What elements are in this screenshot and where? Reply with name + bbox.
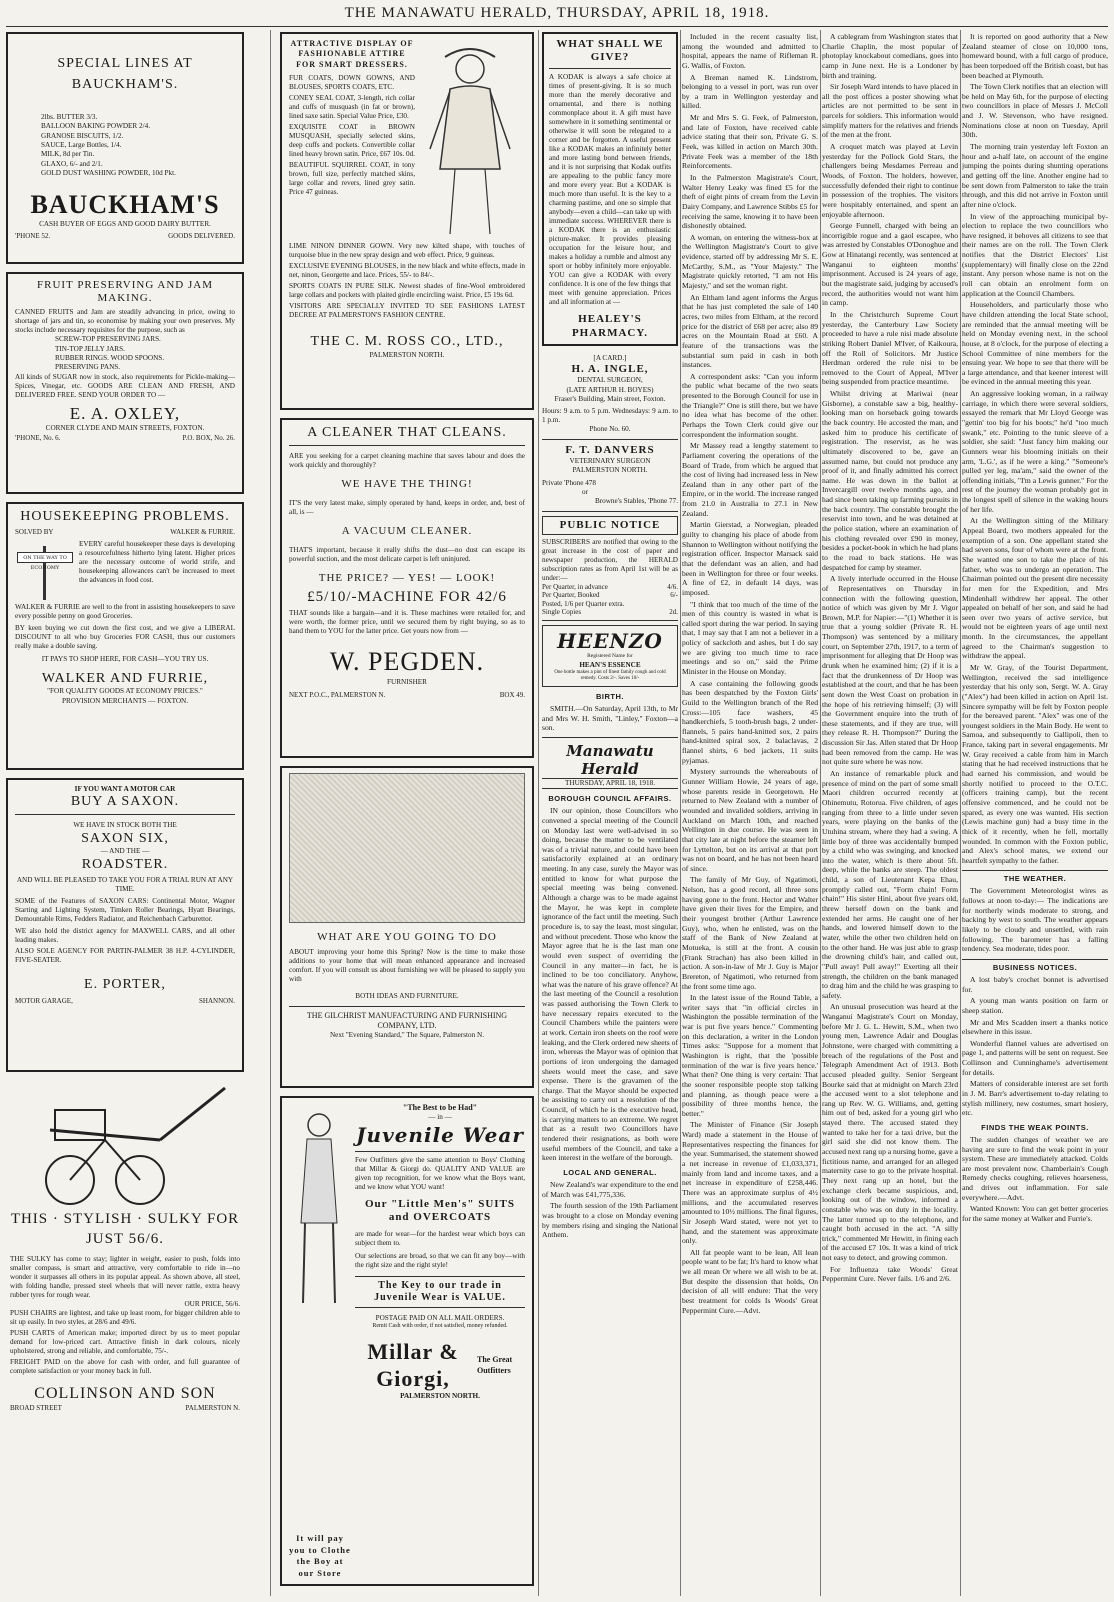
phone-number: Browne's Stables, 'Phone 77.	[594, 497, 678, 506]
ad-price: OUR PRICE, 56/6.	[184, 1300, 240, 1308]
news-paragraph: In the Palmerston Magistrate's Court, Walter Henry Leaky was fined £5 for the theft of eight pints of cream from the Levin Dairy Company, and Lawrence Stibbs £5 for receiving the same, knowing it to have been dishonestly obtained.	[682, 172, 818, 231]
ad-heenzo	[542, 625, 678, 687]
list-item: FUR COATS, DOWN GOWNS, AND BLOUSES, SPORTS COATS, ETC.	[289, 74, 415, 92]
ad-healey	[542, 32, 678, 346]
ad-line: Remit Cash with order, if not satisfied, money refunded.	[372, 1323, 508, 1330]
ad-name: BAUCKHAM'S	[30, 189, 220, 219]
ad-town: PALMERSTON N.	[185, 1403, 240, 1412]
ad-bauckham	[6, 32, 244, 264]
ad-name: HEENZO	[557, 629, 663, 654]
ad-body: AND WILL BE PLEASED TO TAKE YOU FOR A TRIAL RUN AT ANY TIME.	[16, 876, 234, 894]
ad-body: THE SULKY has come to stay; lighter in weight, easier to push, folds into smaller compass, is smart and attractive, very comfortable to ride in—no wonder it surpasses all others in its popular appeal. As shown above, all steel, with folding handle, pressed steel wheels that will never rattle, extra heavy rubber tyres for rough wear.	[10, 1255, 240, 1299]
news-paragraph: A woman, on entering the witness-box at the Wellington Magistrate's Court to give evidence, started off by addressing Mr S. E. McCarthy, S.M., as "Your Majesty." The Magistrate quickly retorted, "I am not His Majesty," and set the woman right.	[682, 232, 818, 291]
news-paragraph: It is reported on good authority that a New Zealand steamer of close on 10,000 tons, homeward bound, with a full cargo of produce, has been torpedoed off the British coast, but has been beached at Plymouth.	[962, 32, 1108, 80]
column-divider	[820, 30, 821, 1596]
news-paragraph: In the latest issue of the Round Table, a writer says that "in official circles in Washington the possible termination of the war is put five years hence." Commenting on this declaration, a writer in the London Times asks: "Suppose for a moment that Washington is right, that the 'possible termination of the war is five years hence.' What then? One thing is very certain: That the sooner responsible people stop talking and planning, as though peace were a possibility of three months hence, the better."	[682, 993, 818, 1118]
news-paragraph: Martin Gierstad, a Norwegian, pleaded guilty to changing his place of abode from Shannon to Wellington without notifying the registration officer. Inspector Marsack said that the defendant was an alien, and had been in Wellington for three or four weeks. A fine of £2, in default 14 days, was imposed.	[682, 520, 818, 597]
ad-title: VETERINARY SURGEON	[569, 456, 651, 465]
po-box: P.O. BOX, No. 26.	[182, 433, 235, 442]
ad-line: One bottle makes a pint of finest family cough and cold remedy. Costs 2/-. Saves 10/-	[554, 669, 666, 682]
ad-product: SAXON SIX,	[81, 830, 169, 846]
phone-number: 'PHONE, No. 6.	[15, 433, 61, 442]
ad-name: W. PEGDEN.	[329, 647, 485, 677]
news-paragraph: At the Wellington sitting of the Military Appeal Board, two mothers appealed for the exemption of a son. One appellant stated she had seven sons, four of whom were at the front. She wanted one son to take the place of his father, who was to undergo an operation. The Chairman pointed out the present dire necessity for men for the Expedition, and Mrs Mindenhall withdrew her appeal. The other appealed on behalf of her son, and said he had seen over two years of active service, but would not be eighteen years of age until next month. In the circumstances, the appellant agreed to the Chairman's suggestion to withdraw the appeal.	[962, 516, 1108, 661]
ad-line: (LATE ARTHUR H. BOYES)	[566, 385, 654, 394]
rate-label: Per Quarter, in advance	[542, 582, 608, 591]
news-paragraph: Mr Massey read a lengthy statement to Parliament covering the operations of the Board of Trade, from which he argued that the cost of living had increased less in New Zealand than in any other part of the Empire, or in the world. The increase ranged from 21.0 in Australia to 27.1 in New Zealand.	[682, 441, 818, 518]
ad-collinson-sulky	[6, 1080, 244, 1488]
column-divider	[960, 30, 961, 1596]
ad-side-slogan: It will pay you to Clothe the Boy at our Store	[289, 1533, 351, 1578]
ad-body: PUSH CHAIRS are lightest, and take up least room, for bigger children able to sit up easily. In two styles, at 28/6 and 49/6.	[10, 1309, 240, 1327]
notice-body: SUBSCRIBERS are notified that owing to the great increase in the cost of paper and newspaper production, the HERALD subscription rates as from April 1st will be as under:—	[542, 537, 678, 582]
news-paragraph: A lively interlude occurred in the House of Representatives on Thursday in connection with the following question, notice of which was given by Mr J. Vigor Brown, M.P. for Napier:—"(1) Whether it is true that a young soldier (Private R. H. Thompson) was sentenced by a military court, on September 27th, 1917, to a term of imprisonment for alleging that Dr Hoop was drunk when he examined him; (2) if it is a fact that the drunkenness of Dr Hoop was established at the court, and that he has been sent down the West Coast on probation in the hope of his retrieving himself; (3) will the Government enquire into the truth of these statements, and if they are true, will they release R. H. Thompson?" During the discussion Sir Jas. Allen stated that Dr Hoop had been removed from the camp. He was not quite sure where he was now.	[822, 574, 958, 767]
ad-title: FRUIT PRESERVING AND JAM MAKING.	[36, 279, 214, 305]
po-box: BOX 49.	[499, 690, 525, 699]
ad-body: ABOUT improving your home this Spring? Now is the time to make those additions to your home that will mean enhanced appearance and increased comfort. If you will consult us about furnishing we will be pleased to supply you with	[289, 948, 525, 984]
ad-body: FREIGHT PAID on the above for cash with order, and full guarantee of complete satisfaction or your money back in full.	[10, 1358, 240, 1376]
ad-body: THAT sounds like a bargain—and it is. These machines were retailed for, and were worth, the former price, until we secured them by right buying, so as to hand them to YOU for the latter price. Get yours now from —	[289, 609, 525, 636]
list-item: RUBBER RINGS. WOOD SPOONS.	[55, 354, 165, 363]
ad-name: THE GILCHRIST MANUFACTURING AND FURNISHING COMPANY, LTD.	[306, 1010, 508, 1030]
birth-notice: SMITH.—On Saturday, April 13th, to Mr and Mrs W. H. Smith, "Linley," Foxton—a son.	[542, 703, 678, 733]
news-paragraph: Whilst driving at Mariwai (near Gisborne), a constable saw a big, healthy-looking man on horseback going towards the back country. He accosted the man, and asked him to produce his certificate of registration. The reservist, as he was ultimately discovered to be, gave an assumed name, but could not produce any proof of it, and finally admitted his correct name. He was down in the ballot at Invercargill over twelve months ago, and had since been taking up farming pursuits in the back country. The constable brought the reservist into town, and he was detained at the police station, where an examination of his clothing revealed over £90 in money, besides a pocket-book in which he had plans to the road to back stations. He was despatched for camp by steamer.	[822, 389, 958, 572]
notice-title: PUBLIC NOTICE	[542, 516, 678, 535]
ad-town: PALMERSTON NORTH.	[400, 1392, 480, 1401]
ad-name: E. PORTER,	[84, 977, 166, 993]
list-item: BEAUTIFUL SQUIRREL COAT, in tony brown, full size, perfectly matched skins, large collar and revers, lined grey satin. Price 47 guineas.	[289, 161, 415, 197]
list-item: CONEY SEAL COAT, 3-length, rich collar and cuffs of musquash (in fat or brown), lined saxe satin. Special Value Price, £30.	[289, 94, 415, 121]
ad-body: IT'S the very latest make, simply operated by hand, keeps in order, and, best of all, is —	[289, 498, 525, 516]
ad-gilchrist	[280, 766, 534, 1088]
ad-title: ATTRACTIVE DISPLAY OF FASHIONABLE ATTIRE FOR SMART DRESSERS.	[290, 39, 414, 69]
ad-body: CANNED FRUITS and Jam are steadily advancing in price, owing to shortage of jars and tin, so economise by making your own preserves. My stocks include necessary requisites for the purpose, such as	[15, 308, 235, 335]
list-item: BALLOON BAKING POWDER 2/4.	[41, 122, 151, 131]
news-paragraph: Mr W. Gray, of the Tourist Department, Wellington, received the sad intelligence yesterday that his only son, Sergt. W. A. Gray ("Alex") had been killed in action on April 1st. Sincere sympathy will be felt by Foxton people for the bereaved parent. "Alex" was one of the youngest soldiers in the Main Body. He went to Samoa, and subsequently to Gallipoli, then to France, taking part in several engagements. Mr W. Gray received a cable from him in March stating that he had received instructions that he had earned his commission, and would be shortly notified to proceed to the O.T.C. (officers training camp), but the recent offensive commenced, and he could not be spared, as every one was wanted. His section (Lewis machine gun) had a busy time in the thick of it recently, when he fell, mortally wounded. In common with the Foxton public, and Alex's school mates, we extend our heartfelt sympathy to the father.	[962, 663, 1108, 865]
list-item: LIME NINON DINNER GOWN. Very new kilted shape, with touches of turquoise blue in the new spray design and web effect. Price, 9 guineas.	[289, 242, 525, 259]
ad-body: WALKER & FURRIE are well to the front in assisting housekeepers to save every possible penny on good Groceries.	[15, 603, 235, 621]
column-4	[682, 32, 818, 1594]
news-paragraph: Householders, and particularly those who have children attending the local State school, are reminded that the annual meeting will be held on Monday evening next, in the school house, at 8 o'clock, for the purpose of electing a School Committee of nine members for the ensuing year. We hope to see that there will be a large attendance, and that keener interest will be evinced in the annual meeting this year.	[962, 300, 1108, 387]
masthead-rule	[6, 26, 1108, 27]
card-label: [A CARD.]	[593, 353, 627, 362]
list-item: 2lbs. BUTTER 3/3.	[41, 113, 98, 121]
news-paragraph: A case containing the following goods has been despatched by the Foxton Girls' Guild to the Wellington branch of the Red Cross:—105 face washers, 45 handkerchiefs, 5 tooth-brush bags, 2 under-flannels, 5 pairs hand-knitted sox, 2 pairs hand-knitted spiral sox, 2 balaclavas, 2 flannel shirts, 6 bed jackets, 11 suits pyjamas.	[682, 678, 818, 765]
list-item: GLAXO, 6/- and 2/1.	[41, 159, 103, 168]
list-item: VISITORS ARE SPECIALLY INVITED TO SEE FASHIONS LATEST DECREE AT PALMERSTON'S FASHION CENTRE.	[289, 302, 525, 319]
ad-heading: WE HAVE THE THING!	[341, 477, 473, 490]
rate-label: Single Copies	[542, 608, 582, 617]
ad-top: IF YOU WANT A MOTOR CAR	[74, 785, 176, 793]
ad-title: BUY A SAXON.	[15, 794, 235, 815]
rate-label: Per Quarter, Booked	[542, 591, 600, 600]
news-paragraph: A Breman named K. Lindstrom, belonging to a vessel in port, was run over by a tram in Wellington yesterday and killed.	[682, 72, 818, 111]
advertisement-paragraph: Wanted Known: You can get better groceries for the same money at Walker and Furrie's.	[962, 1204, 1108, 1224]
news-paragraph: Sir Joseph Ward intends to have placed in all the post offices a poster showing what articles are not permitted to be sent in parcels for soldiers. This information would simplify matters for the relatives and friends of the men at the front.	[822, 82, 958, 140]
news-paragraph: The fourth session of the 19th Parliament was brought to a close on Monday evening by members rising and singing the National Anthem.	[542, 1201, 678, 1240]
ad-name: WALKER AND FURRIE,	[41, 670, 209, 686]
ad-name: E. A. OXLEY,	[69, 403, 181, 423]
ad-town: PALMERSTON NORTH.	[572, 466, 648, 475]
section-heading: BUSINESS NOTICES.	[962, 959, 1108, 972]
column-1	[6, 32, 244, 1594]
news-paragraph: The Minister of Finance (Sir Joseph Ward) made a statement in the House of Representatives respecting the finances for the year. Summarised, the statement showed a net increase in revenue of £1,033,371, mainly from land and income taxes, and a net increase in expenditure of £258,446. There was an approximate surplus of 4½ millions, and the accumulated reserves amounted to 10½ millions. The final figures, Sir Joseph Ward stated, were not yet to hand, and the statement was approximate only.	[682, 1120, 818, 1246]
ad-address: Fraser's Building, Main street, Foxton.	[554, 395, 666, 404]
list-item: EXQUISITE COAT in BROWN MUSQUASH, specially selected skins, deep cuffs and pockets. Convertible collar lined heavy brown satin. Price, £67 10s. 0d.	[289, 123, 415, 159]
phone-number: 'PHONE 52.	[15, 232, 51, 241]
ad-name: THE C. M. ROSS CO., LTD.,	[310, 334, 504, 349]
ad-body: ARE you seeking for a carpet cleaning machine that saves labour and does the work quickly and thoroughly?	[289, 451, 525, 469]
ad-body: BY keen buying we cut down the first cost, and we give a LIBERAL DISCOUNT to all who buy Groceries FOR CASH, thus our customers really make a double saving.	[15, 624, 235, 651]
news-paragraph: A correspondent asks: "Can you inform the public what became of the two seats presented to the Borough Council for use in the Triangle?" One is still there, but we have no idea what has become of the other. Perhaps the Town Clerk could give our correspondent the information sought.	[682, 371, 818, 439]
ad-title: HOUSEKEEPING PROBLEMS.	[20, 509, 230, 524]
business-notice: Mr and Mrs Scadden insert a thanks notice elsewhere in this issue.	[962, 1017, 1108, 1037]
ad-title: A CLEANER THAT CLEANS.	[289, 425, 525, 446]
list-item: SCREW-TOP PRESERVING JARS.	[55, 335, 161, 344]
newspaper-date: THURSDAY, APRIL 18, 1918.	[542, 778, 678, 789]
ad-ross	[280, 32, 534, 410]
phone-number: Private 'Phone 478	[542, 478, 596, 487]
ad-title: WHAT SHALL WE GIVE?	[556, 38, 664, 64]
newspaper-name: Manawatu Herald	[566, 741, 654, 778]
ad-line: — in —	[428, 1113, 452, 1122]
masthead: THE MANAWATU HERALD, THURSDAY, APRIL 18, 1918.	[344, 5, 770, 21]
ad-subtitle: CASH BUYER OF EGGS AND GOOD DAIRY BUTTER.	[39, 219, 211, 228]
business-notice: Matters of considerable interest are set forth in J. M. Barr's advertisement to-day relating to stylish millinery, new costumes, smart hosiery, etc.	[962, 1079, 1108, 1118]
list-item: SAUCE, Large Bottles, 1/4.	[41, 141, 122, 150]
news-paragraph: The morning train yesterday left Foxton an hour and a-half late, on account of the engine jumping the points during shunting operations and getting off the line. Another engine had to be sent down from Palmerston to take the train through, and this did not arrive in Foxton until after nine o'clock.	[962, 142, 1108, 209]
list-item: TIN-TOP JELLY JARS.	[55, 344, 125, 353]
business-notice: A young man wants position on farm or sheep station.	[962, 996, 1108, 1015]
ad-line: or	[582, 488, 588, 496]
ad-line: POSTAGE PAID ON ALL MAIL ORDERS.	[375, 1314, 505, 1323]
news-paragraph: An instance of remarkable pluck and presence of mind on the part of some small Maori children occurred recently at Ohinemutu, Rotorua. Five children, of ages ranging from three to a little under seven years, were playing on the banks of the Utuhina stream, where they had a swing. A little boy of three was accidentally bumped by a child who was swinging, and knocked into the water, which is there about 5ft. deep, while the banks are steep. The oldest child, a son of Lieutenant Kepa Ehau, promptly called out, "Form chain! Form chain!" His sister Hini, about five years old, threw herself down on the bank and extended her arms. He caught one of her hands, and lowered himself down to the water, while the other two children held on to the other hand. He was just able to grasp the drowning child's hair, and called out, "Pull away! Pull away!" Exerting all their strength, the children on the bank managed to drag him and the child he was grasping to safety.	[822, 769, 958, 1000]
ad-porter-saxon	[6, 778, 244, 1072]
news-paragraph: An aggressive looking woman, in a railway carriage, in which there were several soldiers, essayed the remark that Mr Lloyd George was "gettin' too big for his boots;" he'd "too much swank," etc. Pointing to the tunic sleeve of a soldier, she said: "Just fancy him making our Gunners wear his blooming initials on their arm, 'L.G.', as if he were a king." "Someone's pulled yer leg, ma'am," said the owner of the offending initials, "I'm a Lewis gunner." For the rest of the journey the woman probably got in the longest spell of silence in the waking hours of her life.	[962, 389, 1108, 514]
ad-name: HEALEY'S PHARMACY.	[571, 313, 649, 339]
news-paragraph: An Eltham land agent informs the Argus that he has just completed the sale of 140 acres, two miles from Eltham, at the record price for the district of £68 per acre; also 89 acres on the Mountain Road at £60. A feature of the transactions was the substantial sum paid in cash in both instances.	[682, 292, 818, 370]
ad-walker-furrie	[6, 502, 244, 770]
news-paragraph: Mystery surrounds the whereabouts of Gunner William Howie, 24 years of age, whose parents reside in Georgetown. He returned to New Zealand with a number of wounded and invalided soldiers, arriving in Auckland on March 10th, and reached Wellington in due course. He was seen in that city late at night before the steamer left for Lyttelton, but on its arrival at that port was not on board, and he has not been heard of since.	[682, 767, 818, 873]
ad-title: WHAT ARE YOU GOING TO DO	[317, 931, 497, 943]
news-paragraph: The Town Clerk notifies that an election will be held on May 6th, for the purpose of electing two councillors in place of Messrs J. McColl and J. W. Stevenson, who have resigned. Nominations close at noon on Tuesday, April 30th.	[962, 82, 1108, 140]
section-heading: BOROUGH COUNCIL AFFAIRS.	[548, 794, 672, 804]
column-2	[280, 32, 534, 1594]
ad-body: SOME of the Features of SAXON CARS: Continental Motor, Wagner Starting and Lighting System, Timken Roller Bearings, Hyatt Bearings, Demountable Rims, Fedders Radiator, and Reichenbach Carburettor.	[15, 897, 235, 924]
advertisement-verse: All fat people want to be lean, All lean people want to be fat; It's hard to know what we all mean Or where we all wish to be at. But despite the dissension that holds, On decision of all will endure: That the very best treatment for colds Is Woods' Great Peppermint Cure.—Advt.	[682, 1247, 818, 1315]
ad-top: "The Best to be Had"	[402, 1103, 478, 1112]
list-item: SPORTS COATS IN PURE SILK. Newest shades of fine-Wool embroidered large collars and pockets with plaited girdle encircling waist. Price, £5 19s 6d.	[289, 282, 525, 299]
ad-motto: "FOR QUALITY GOODS AT ECONOMY PRICES."	[47, 687, 203, 696]
column-5	[822, 32, 958, 1594]
ad-address: NEXT P.O.C., PALMERSTON N.	[289, 690, 386, 699]
news-paragraph: Mr and Mrs S. G. Feek, of Palmerston, and late of Foxton, have received cable advice stating that their son, Private G. S. Feek, was killed in action on March 30th. Private Feek was a member of the 18th Reinforcements.	[682, 113, 818, 171]
signpost-illustration	[15, 540, 75, 600]
news-paragraph: A croquet match was played at Levin yesterday for the Pollock Gold Stars, the challengers being Mesdames Perreau and Woods, of Foxton. The holders, however, successfully defended their right to continue in possession of the trophies. The visitors were hospitably entertained, and spent an enjoyable afternoon.	[822, 142, 958, 219]
ad-name: H. A. INGLE,	[571, 363, 649, 376]
news-paragraph: New Zealand's war expenditure to the end of March was £41,775,336.	[542, 1179, 678, 1199]
phone-number: Phone No. 60.	[589, 425, 631, 434]
rate-value: 4/6.	[667, 582, 678, 591]
column-divider	[538, 30, 539, 1596]
news-paragraph: In view of the approaching municipal by-election to replace the two councillors who have resigned, it behoves all citizens to see that their names are on the roll. The Town Clerk notifies that the District Electors' List (supplementary) will finally close on the 22nd instant. Any person whose name is not on the roll can obtain an enrolment form on application at the Council Chambers.	[962, 211, 1108, 298]
ad-product: ROADSTER.	[81, 856, 169, 872]
list-item: GRANOSE BISCUITS, 1/2.	[41, 131, 124, 140]
ad-town: PALMERSTON NORTH.	[369, 350, 445, 359]
ad-millar-giorgi	[280, 1096, 534, 1586]
ad-address: Next "Evening Standard," The Square, Palmerston N.	[329, 1031, 485, 1040]
ad-price: £5/10/-MACHINE FOR 42/6	[307, 589, 507, 606]
weather-report: The Government Meteorologist wires as follows at noon to-day:— The indications are for northerly winds moderate to strong, and backing by west to south. The weather appears likely to be cloudy and unsettled, with rain following. The barometer has a falling tendency. Sea moderate, tides poor.	[962, 886, 1108, 954]
section-heading: THE WEATHER.	[962, 870, 1108, 883]
ad-heading: THE PRICE? — YES! — LOOK!	[318, 572, 496, 585]
ad-label: SOLVED BY	[15, 527, 54, 536]
ad-body: Few Outfitters give the same attention to Boys' Clothing that Millar & Giorgi do. QUALITY AND VALUE are given top recognition, for we know what the Boys want, and we know what YOU want!	[355, 1155, 525, 1191]
ad-body: PUSH CARTS of American make; imported direct by us to meet popular demand for low-priced cart. Attractive finish in dark colours, nicely upholstered, strong and reliable, and comfortable, 75/-.	[10, 1329, 240, 1356]
rate-label: Posted, 1/6 per Quarter extra.	[542, 599, 625, 608]
ad-heading: A VACUUM CLEANER.	[341, 524, 473, 537]
column-3	[542, 32, 678, 1594]
fashion-illustration	[415, 39, 525, 239]
news-paragraph: In the Christchurch Supreme Court yesterday, the Canterbury Law Society proceeded to have a rule nisi made absolute striking Robert Daniel M'Iver, of Kaikoura, off the Roll of Solicitors. Mr Justice Herdman ordered the rule nisi to be removed to the Court of Appeal, M'Iver being suspended from practice meantime.	[822, 309, 958, 387]
sulky-illustration	[10, 1080, 240, 1210]
column-divider	[270, 30, 271, 1596]
ad-subtitle: PROVISION MERCHANTS — FOXTON.	[61, 696, 189, 705]
news-paragraph: George Funnell, charged with being an incorrigible rogue and a gaol escapee, who was arrested by Constables O'Donoghue and Gow at Hinatangi recently, was sentenced at Wanganui to eighteen months' imprisonment. Accused is 24 years of age, but the magistrate said, judging by accused's record, the authorities would not want him in camp.	[822, 221, 958, 308]
column-divider	[680, 30, 681, 1596]
editorial-paragraph: IN our opinion, those Councillors who convened a special meeting of the Council on Monday last were well-advised in so doing, because the matter to be ventilated was of a trivial nature, and could have been satisfactorily explained at an ordinary meeting. In any case, surely the Mayor was entitled to know for what purpose the special meeting was being convened. Although a charge was to be made against the Mayor, he was kept in complete ignorance of the fact until the meeting. Such procedure is, to say the least, most singular, and without precedent. Those who know the Mayor agree that he is the last man one would even suspect of overriding the Council in any matter—in fact, he is inclined to be too conciliatory. Anyhow, what was the nature of his grave offence? At the last meeting of the Council a resolution was passed authorising the Town Clerk to have necessary repairs executed to the Council Chambers while the painters were at work. Certain iron sheets on the roof were leaking, and the Clerk ordered new sheets of iron, whereas the Mayor was of opinion that portions of iron undergoing the damaged sheets would meet the case, and save expense. There is the gravamen of the charge. That the Mayor should be expected be assisting to carry out a resolution of the Council, of which he is the executive head, is carrying matters to an extreme. We regret that as a result two Councillors have tendered their resignations, as both were useful members of the Council, and take a keen interest in the welfare of the borough.	[542, 806, 678, 1163]
ad-address: CORNER CLYDE AND MAIN STREETS, FOXTON.	[45, 424, 205, 433]
ad-subtitle: MOTOR GARAGE,	[15, 997, 73, 1006]
ad-name: COLLINSON AND SON	[34, 1385, 216, 1403]
ad-note: GOODS DELIVERED.	[168, 232, 235, 241]
ad-name: Millar & Giorgi,	[367, 1339, 459, 1391]
ad-body: Our selections are broad, so that we can fit any boy—with the right size and the right style!	[355, 1252, 525, 1270]
ad-title: SPECIAL LINES AT BAUCKHAM'S.	[57, 56, 193, 92]
ad-line: Registered Name for	[587, 653, 633, 660]
ad-trade: FURNISHER	[387, 677, 427, 686]
ad-slogan: IT PAYS TO SHOP HERE, FOR CASH—YOU TRY US.	[41, 655, 209, 664]
advertisement-paragraph: The sudden changes of weather we are having are sure to find the weak point in your system. These are immediately attacked. Colds are most prevalent now. Chamberlain's Cough Remedy checks coughing, relieves hoarseness, and drives out inflammation. For sale everywhere.—Advt.	[962, 1134, 1108, 1202]
news-paragraph: An unusual prosecution was heard at the Wanganui Magistrate's Court on Monday, before Mr J. G. L. Hewitt, S.M., when two young men, Lawrence Adair and Douglas Johnstone, were charged with committing a breach of the regulations of the Post and Telegraph Amendment Act of 1913. Both accused pleaded guilty. Senior Sergeant Bourke said that at midnight on March 23rd the accused went to a slot telephone and rang up Rev. W. G. Williams, and, getting him out of bed, asked for a young girl who stayed there. The accused stated they wanted to take her for a taxi drive, but the girl said she did not know them. The accused next rang up a nursing home, gave a fictitious name, and arranged for an alleged maternity case to go to the private hospital. They next rang up an hotel, but the exchange clerk became suspicious, and, looking out of the window, informed a constable who was on duty in the locality. The latter turned up to the telephone, and caught both accused in the act. "A silly trick," commented Mr Hewitt, in fining each of the accused £7 10s. It was a kind of trick not easy to detect, and growing common.	[822, 1002, 958, 1263]
ad-line: WE HAVE IN STOCK BOTH THE	[73, 821, 177, 830]
business-notice: Wonderful flannel values are advertised on page 1, and patterns will be sent on request. See Collinson and Cunninghame's advertisement for details.	[962, 1038, 1108, 1077]
section-heading: LOCAL AND GENERAL.	[563, 1167, 657, 1177]
boy-illustration	[289, 1103, 351, 1333]
ad-street: BROAD STREET	[10, 1403, 62, 1412]
ad-body: THAT'S important, because it really shifts the dust—no dust can escape its powerful suction, and the most delicate carpet is left uninjured.	[289, 546, 525, 564]
ad-title: THIS · STYLISH · SULKY FOR JUST 56/6.	[10, 1211, 240, 1247]
ad-body: WE also hold the district agency for MAXWELL CARS, and all other leading makes.	[15, 927, 235, 945]
news-paragraph: A cablegram from Washington states that Charlie Chaplin, the most popular of photoplay knockabout comedians, goes into camp in June next. He is a Londoner by birth and training.	[822, 32, 958, 80]
business-notice: A lost baby's crochet bonnet is advertised for.	[962, 974, 1108, 994]
ad-heading: BOTH IDEAS AND FURNITURE.	[355, 992, 459, 1001]
list-item: EXCLUSIVE EVENING BLOUSES, in the new black and white effects, made in net, ninon, Georgette and lace. Prices, 55/- to 84/-.	[289, 262, 525, 279]
ad-oxley	[6, 272, 244, 494]
list-item: MILK, 8d per Tin.	[41, 150, 95, 159]
ad-label: WALKER & FURRIE.	[170, 527, 235, 536]
column-6	[962, 32, 1108, 1594]
ad-line: — AND THE —	[100, 847, 150, 856]
rate-value: 2d.	[669, 608, 678, 617]
ad-pegden	[280, 418, 534, 758]
list-item: PRESERVING PANS.	[55, 363, 121, 372]
room-illustration	[289, 773, 525, 923]
ad-name: F. T. DANVERS	[565, 443, 655, 456]
section-heading: BIRTH.	[596, 691, 624, 701]
section-heading: FINDS THE WEAK POINTS.	[981, 1122, 1089, 1132]
ad-town: SHANNON.	[199, 997, 235, 1006]
ad-heading: The Key to our trade in Juvenile Wear is VALUE.	[355, 1276, 525, 1308]
news-paragraph: Included in the recent casualty list, among the wounded and admitted to hospital, appears the name of Rifleman R. G. Wallis, of Foxton.	[682, 32, 818, 70]
ad-tagline: The Great Outfitters	[476, 1355, 513, 1375]
ad-body: are made for wear—for the hardest wear which boys can subject them to.	[355, 1230, 525, 1248]
ad-heading: Our "Little Men's" SUITS and OVERCOATS	[365, 1197, 515, 1223]
ad-hours: Hours: 9 a.m. to 5 p.m. Wednesdays: 9 a.m. to 1 p.m.	[542, 407, 678, 425]
ad-body: ALSO SOLE AGENCY FOR PARTIN-PALMER 38 H.P. 4-CYLINDER, FIVE-SEATER.	[15, 947, 235, 965]
list-item: GOLD DUST WASHING POWDER, 10d Pkt.	[41, 169, 176, 178]
ad-line: HEAN'S ESSENCE	[579, 660, 641, 669]
ad-title: DENTAL SURGEON,	[577, 376, 643, 385]
rate-value: 6/-	[670, 591, 678, 600]
ad-body: A KODAK is always a safe choice at times of present-giving. It is so much more than the merely decorative and ornamental, and there is nothing commonplace about it. A gift must have somewhere in it something sentimental or otherwise it will soon be relegated to a corner and be forgotten. A useful present like a KODAK makes an infinitely better and more lasting bond between friends, and it is not surprising that Kodak outfits are appealing to the public fancy more and more every year. But a KODAK is much more than useful. It is the key to a charming pastime, and one so simple that anybody—even a child—can take up with immediate success. WHEREVER there is a KODAK there is an enthusiastic picture-maker. It provides pleasing occupation for the leisure hour, and makes a holiday a rumble and almost any sport or hobby infinitely more enjoyable. YOU can give a KODAK with every confidence. It is one of the few things that meet with genuine appreciation. Prices and all information at —	[549, 73, 671, 307]
news-paragraph: The family of Mr Guy, of Ngatimoti, Nelson, has a good record, all three sons having gone to the front. Hector and Walter have given their lives for the Empire, and their youngest brother (Arthur Lawrence Guy), who, when he enlisted, was on the staff of the Bank of New Zealand at Motueka, is still at the front. A cousin (Frank Strachan) has also been killed in action. A son-in-law of Mr J. Guy is Major Brereton, of Ngatimoti, who returned from the front some time ago.	[682, 875, 818, 991]
news-paragraph: "I think that too much of the time of the men of this country is wasted in what is called sport during the war period. In saying that, I may say that I am not a believer in a policy of sackcloth and ashes, but I do say we are giving too much time to race meetings and so on," said the Prime Minister in the House on Monday.	[682, 599, 818, 676]
sign-label: ON THE WAY TO ECONOMY	[17, 552, 73, 563]
advertisement-line: For Influenza take Woods' Great Peppermint Cure. Never fails. 1/6 and 2/6.	[822, 1264, 958, 1284]
ad-title: Juvenile Wear	[356, 1122, 524, 1147]
ad-body: EVERY careful housekeeper these days is developing a resourcefulness hitherto lying latent. Higher prices are the necessary outcome of world strife, and housekeeping allowances can't be increased to meet the advances in food cost.	[79, 540, 235, 585]
ad-body: All kinds of SUGAR now in stock, also requirements for Pickle-making—Spices, Vinegar, etc. GOODS ARE CLEAN AND FRESH, AND DELIVERED FREE. SEND YOUR ORDER TO —	[15, 372, 235, 399]
